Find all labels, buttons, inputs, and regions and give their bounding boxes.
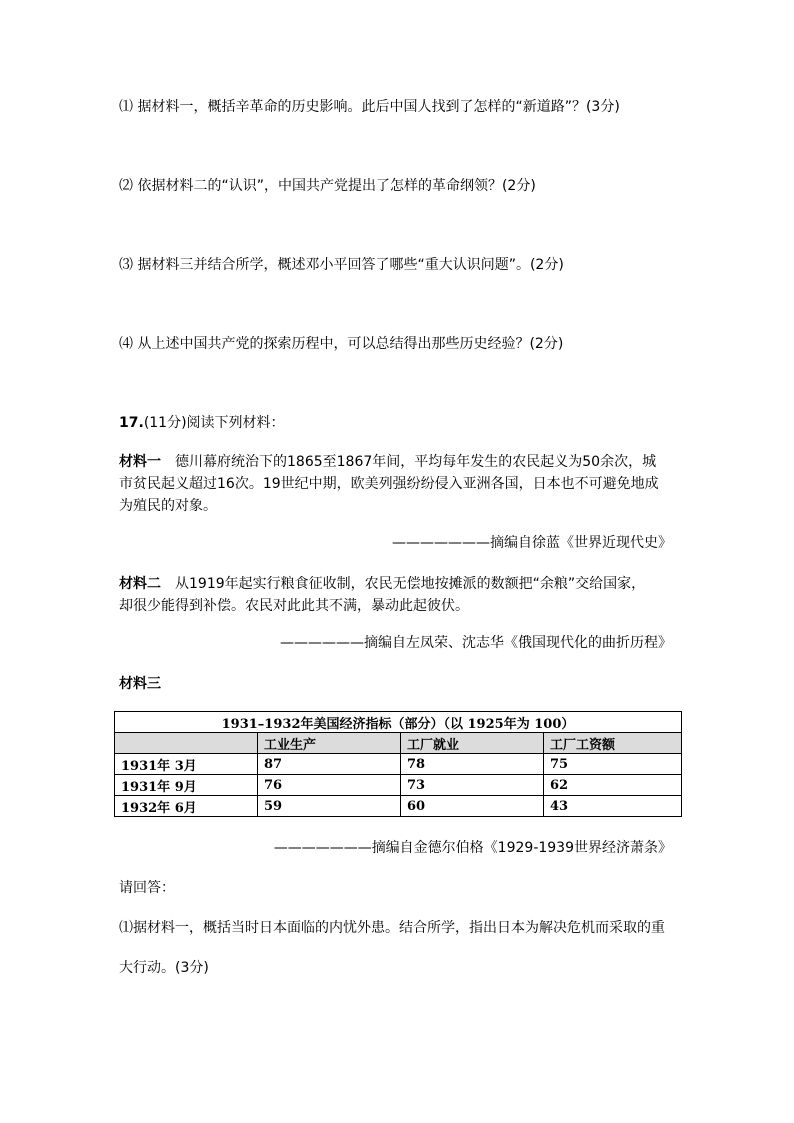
table-row [115, 796, 682, 817]
material-1-text: 德川幕府统治下的1865至1867年间，平均每年发生的农民起义为50余次，城 [175, 454, 657, 470]
question-2: ⑵ 依据材料二的“认识”，中国共产党提出了怎样的革命纲领？(2分) [119, 178, 536, 194]
table-header-cell: 工厂就业 [401, 733, 544, 754]
table-cell: 62 [544, 775, 682, 796]
material-2-text: 从1919年起实行粮食征收制，农民无偿地按摊派的数额把“余粮”交给国家， [175, 576, 646, 592]
table-cell: 1931年 9月 [115, 775, 258, 796]
question-4: ⑷ 从上述中国共产党的探索历程中，可以总结得出那些历史经验？(2分) [119, 336, 564, 352]
question-3: ⑶ 据材料三并结合所学，概述邓小平回答了哪些“重大认识问题”。(2分) [119, 257, 564, 273]
material-2 [119, 573, 675, 617]
material-2-line [119, 573, 675, 595]
table-cell: 1932年 6月 [115, 796, 258, 817]
table-cell: 76 [258, 775, 401, 796]
material-1 [119, 451, 675, 517]
table-cell: 78 [401, 754, 544, 775]
table-cell: 75 [544, 754, 682, 775]
material-3-label: 材料三 [119, 676, 161, 692]
question-17-1-line1: ⑴据材料一，概括当时日本面临的内忧外患。结合所学，指出日本为解决危机而采取的重 [119, 920, 665, 936]
table-cell: 73 [401, 775, 544, 796]
table-title-row [115, 712, 682, 733]
table-header-cell [115, 733, 258, 754]
table-header-cell: 工厂工资额 [544, 733, 682, 754]
economic-indicators-table [114, 711, 682, 817]
material-1-line: 市贫民起义超过16次。19世纪中期，欧美列强纷纷侵入亚洲各国，日本也不可避免地成 [119, 476, 659, 492]
material-2-source: ——————摘编自左凤荣、沈志华《俄国现代化的曲折历程》 [280, 635, 672, 651]
material-1-line [119, 451, 675, 473]
table-cell: 43 [544, 796, 682, 817]
table-cell: 60 [401, 796, 544, 817]
table-cell: 87 [258, 754, 401, 775]
table-title: 1931–1932年美国经济指标（部分）（以 1925年为 100） [115, 712, 682, 733]
question-17-text: (11分)阅读下列材料： [143, 415, 285, 431]
table-cell: 59 [258, 796, 401, 817]
material-1-source: ———————摘编自徐蓝《世界近现代史》 [392, 535, 672, 551]
material-3-source: ———————摘编自金德尔伯格《1929-1939世界经济萧条》 [273, 840, 672, 856]
table-header-cell: 工业生产 [258, 733, 401, 754]
table-row [115, 754, 682, 775]
material-1-line: 为殖民的对象。 [119, 498, 217, 514]
material-1-label: 材料一 [119, 454, 161, 470]
table-header-row [115, 733, 682, 754]
material-2-label: 材料二 [119, 576, 161, 592]
table-cell: 1931年 3月 [115, 754, 258, 775]
question-1: ⑴ 据材料一，概括辛革命的历史影响。此后中国人找到了怎样的“新道路”？(3分) [119, 99, 620, 115]
material-2-line: 却很少能得到补偿。农民对此此其不满，暴动此起彼伏。 [119, 598, 469, 614]
question-17-heading [119, 413, 285, 434]
question-17-number: 17. [119, 415, 144, 431]
table-row [115, 775, 682, 796]
answer-prompt: 请回答： [119, 880, 175, 896]
question-17-1-line2: 大行动。(3分) [119, 960, 209, 976]
